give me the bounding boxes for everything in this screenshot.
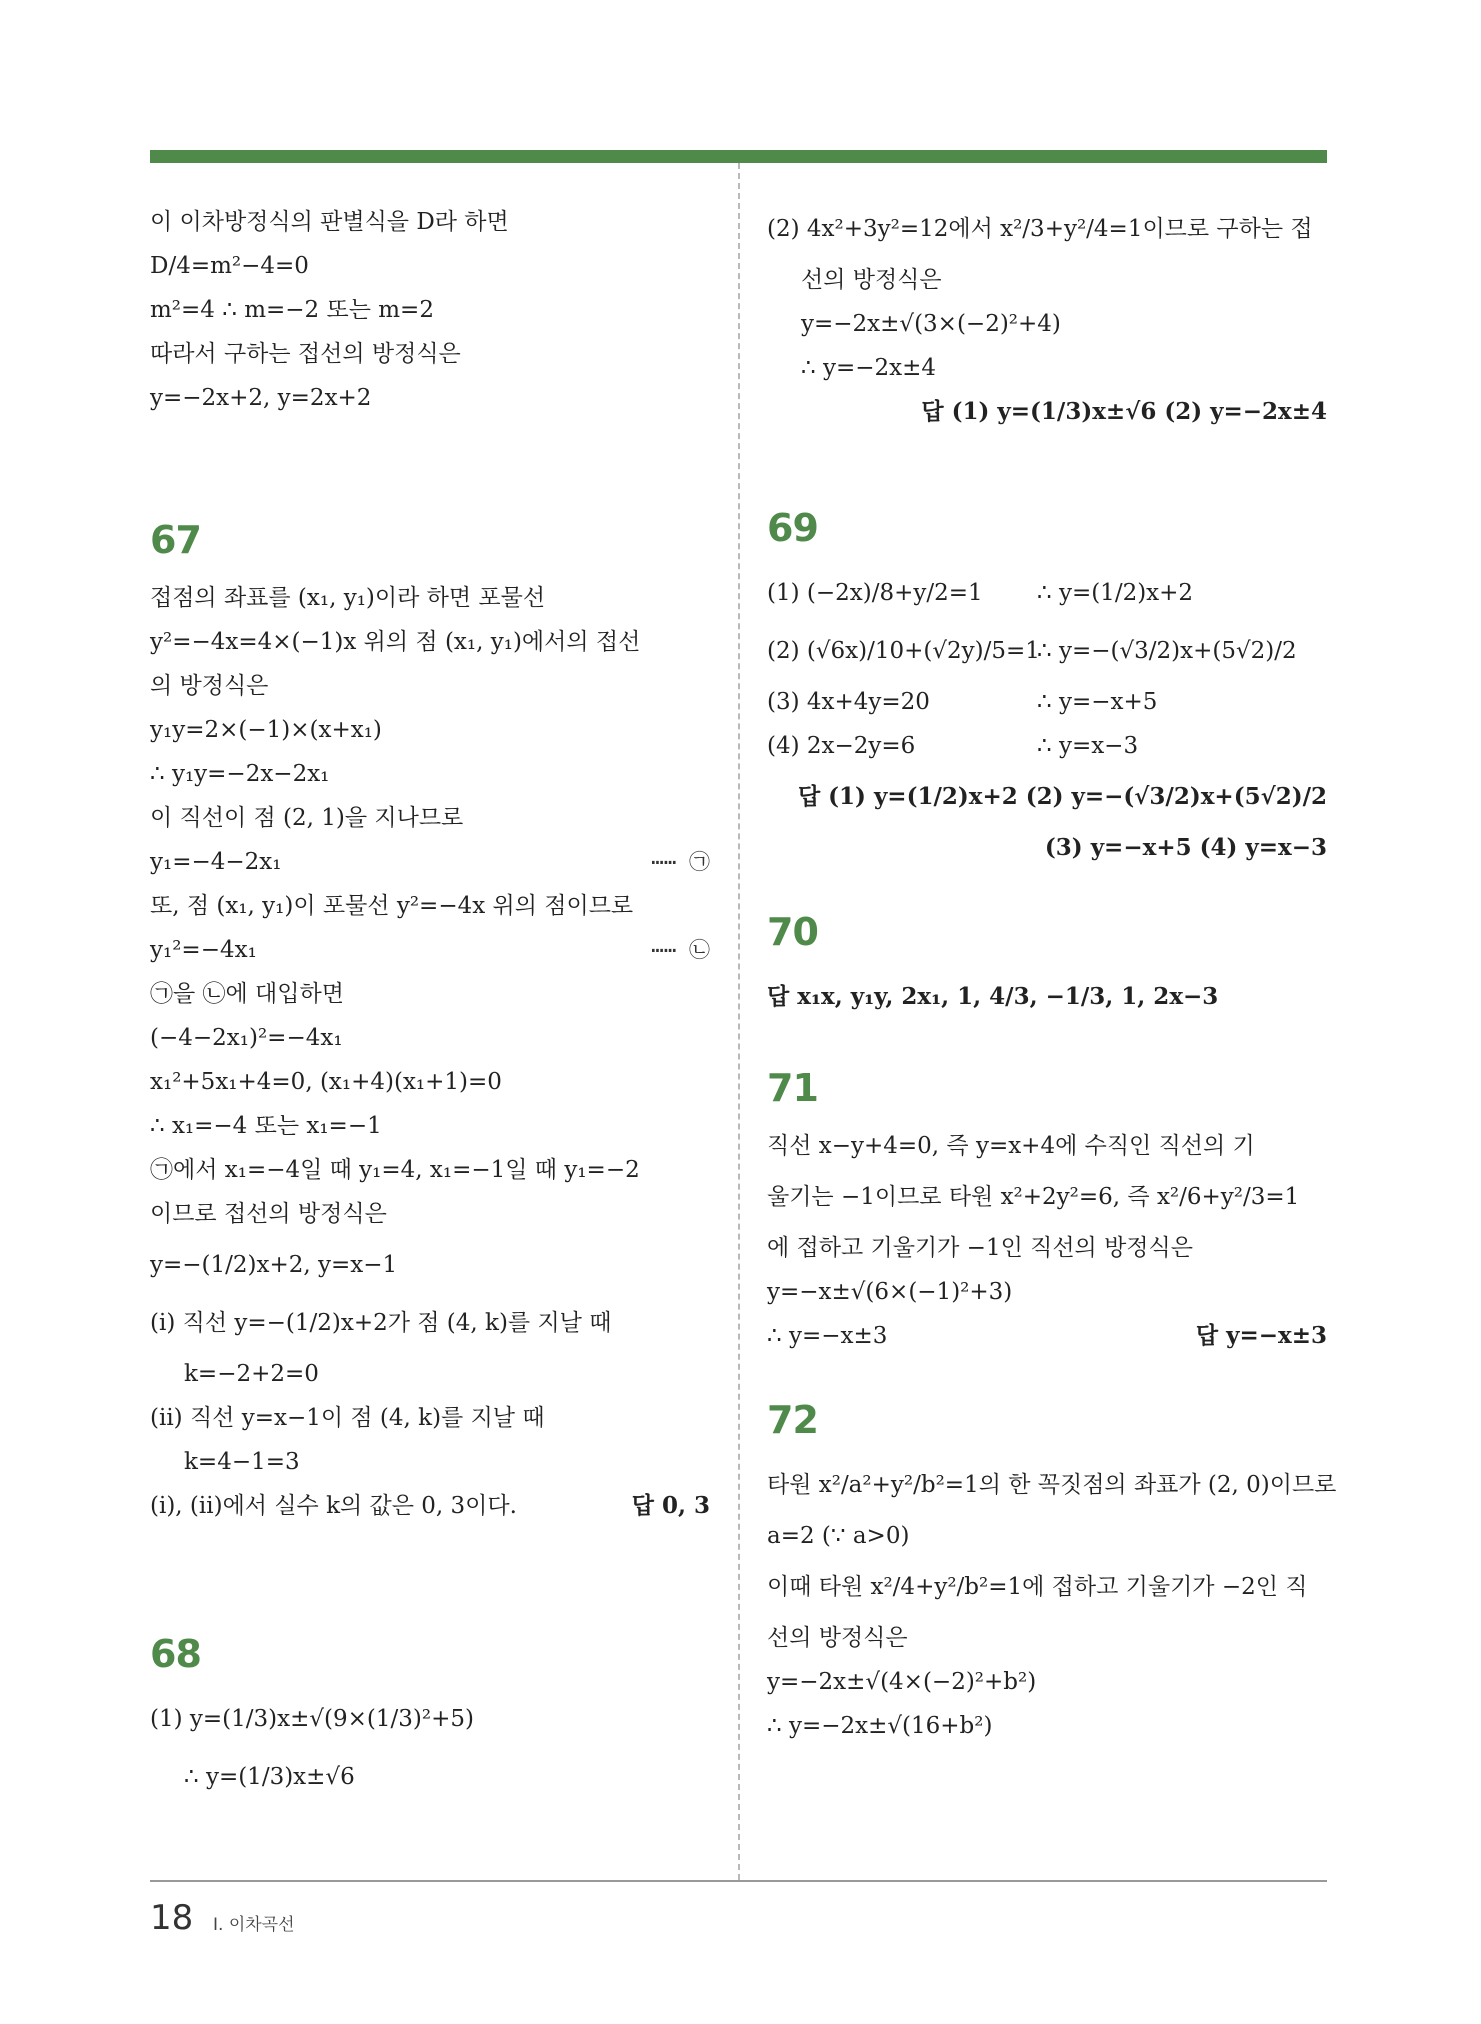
text-line: ∴ y=−2x±4 [801, 355, 936, 381]
text-line: y=−2x±√(4×(−2)²+b²) [767, 1669, 1037, 1695]
column-divider [738, 163, 740, 1880]
section-title: Ⅰ. 이차곡선 [213, 1915, 295, 1935]
answer-line [767, 826, 1327, 870]
problem-67 [150, 514, 710, 1528]
equation-marker: ⋯⋯ ㉠ [651, 850, 710, 874]
answer: 답 x₁x, y₁y, 2x₁, 1, 4/3, −1/3, 1, 2x−3 [767, 983, 1219, 1010]
case-result: k=−2+2=0 [184, 1361, 319, 1387]
text-line: 선의 방정식은 [801, 267, 942, 293]
text-line: 이 직선이 점 (2, 1)을 지나므로 [150, 805, 464, 831]
answer-line [767, 390, 1327, 434]
text-line: 직선 x−y+4=0, 즉 y=x+4에 수직인 직선의 기 [767, 1133, 1255, 1159]
text-line: y²=−4x=4×(−1)x 위의 점 (x₁, y₁)에서의 접선 [150, 629, 641, 655]
text-line: 의 방정식은 [150, 673, 269, 699]
equation: (1) (−2x)/8+y/2=1 [767, 580, 983, 606]
text-line: 접점의 좌표를 (x₁, y₁)이라 하면 포물선 [150, 585, 546, 611]
text-line: 선의 방정식은 [767, 1625, 908, 1651]
text-line: ∴ y=−2x±√(16+b²) [767, 1713, 993, 1739]
text-line: (1) y=(1/3)x±√(9×(1/3)²+5) [150, 1706, 474, 1732]
text-line: m²=4 ∴ m=−2 또는 m=2 [150, 297, 434, 323]
text-line: (−4−2x₁)²=−4x₁ [150, 1025, 343, 1051]
intro-block [150, 200, 710, 420]
text-line: ∴ x₁=−4 또는 x₁=−1 [150, 1113, 382, 1139]
text-line: ∴ y=(1/3)x±√6 [184, 1764, 355, 1790]
equation-line [150, 928, 710, 972]
problem-number: 70 [767, 910, 818, 954]
text-line: ∴ y₁y=−2x−2x₁ [150, 761, 330, 787]
result: ∴ y=−x+5 [1037, 689, 1158, 715]
text-line: ㉠을 ㉡에 대입하면 [150, 981, 344, 1007]
answer: 답 y=−x±3 [1195, 1322, 1327, 1349]
answer: 답 0, 3 [631, 1492, 710, 1519]
problem-72 [767, 1394, 1337, 1748]
case-line: (ⅱ) 직선 y=x−1이 점 (4, k)를 지날 때 [150, 1405, 545, 1431]
conclusion-line [150, 1484, 710, 1528]
footer-rule [150, 1880, 1327, 1882]
text-line: (2) 4x²+3y²=12에서 x²/3+y²/4=1이므로 구하는 접 [767, 216, 1313, 242]
equation: (2) (√6x)/10+(√2y)/5=1 [767, 638, 1040, 664]
conclusion-line [767, 1314, 1327, 1358]
problem-68-continued [767, 200, 1327, 434]
text-line: 따라서 구하는 접선의 방정식은 [150, 341, 461, 367]
text-line: 타원 x²/a²+y²/b²=1의 한 꼭짓점의 좌표가 (2, 0)이므로 [767, 1472, 1337, 1498]
problem-number: 67 [150, 518, 201, 562]
text-line: 에 접하고 기울기가 −1인 직선의 방정식은 [767, 1235, 1193, 1261]
equation-line [767, 622, 1327, 680]
result: ∴ y=(1/2)x+2 [1037, 580, 1194, 606]
text-line: y=−2x±√(3×(−2)²+4) [801, 311, 1061, 337]
equation: (4) 2x−2y=6 [767, 733, 916, 759]
text-line: y=−2x+2, y=2x+2 [150, 385, 372, 411]
equation-line [767, 724, 1327, 768]
equation-line [767, 564, 1327, 622]
problem-69 [767, 502, 1327, 870]
text-line: 이 이차방정식의 판별식을 D라 하면 [150, 209, 509, 235]
problem-70 [767, 906, 1327, 1026]
problem-number: 71 [767, 1066, 818, 1110]
answer-line [767, 968, 1327, 1026]
answer: 답 (1) y=(1/2)x+2 (2) y=−(√3/2)x+(5√2)/2 [797, 783, 1327, 810]
text-line: D/4=m²−4=0 [150, 253, 309, 279]
answer-line [767, 768, 1327, 826]
case-line: (ⅰ) 직선 y=−(1/2)x+2가 점 (4, k)를 지날 때 [150, 1310, 612, 1336]
equation: y₁=−4−2x₁ [150, 849, 282, 875]
text-line: a=2 (∵ a>0) [767, 1523, 910, 1549]
text-line: 울기는 −1이므로 타원 x²+2y²=6, 즉 x²/6+y²/3=1 [767, 1184, 1300, 1210]
text-line: 또, 점 (x₁, y₁)이 포물선 y²=−4x 위의 점이므로 [150, 893, 634, 919]
result: ∴ y=x−3 [1037, 733, 1139, 759]
text-line: y₁y=2×(−1)×(x+x₁) [150, 717, 382, 743]
text-line: ㉠에서 x₁=−4일 때 y₁=4, x₁=−1일 때 y₁=−2 [150, 1157, 640, 1183]
equation: y₁²=−4x₁ [150, 937, 257, 963]
problem-71 [767, 1062, 1327, 1358]
page-number: 18 [150, 1898, 194, 1938]
answer: (3) y=−x+5 (4) y=x−3 [1044, 834, 1327, 861]
text-line: y=−(1/2)x+2, y=x−1 [150, 1252, 398, 1278]
problem-number: 72 [767, 1398, 818, 1442]
text-line: y=−x±√(6×(−1)²+3) [767, 1279, 1013, 1305]
result: ∴ y=−x±3 [767, 1323, 888, 1349]
text-line: 이때 타원 x²/4+y²/b²=1에 접하고 기울기가 −2인 직 [767, 1574, 1308, 1600]
equation-marker: ⋯⋯ ㉡ [651, 938, 710, 962]
problem-68 [150, 1628, 710, 1806]
result: ∴ y=−(√3/2)x+(5√2)/2 [1037, 638, 1297, 664]
text-line: 이므로 접선의 방정식은 [150, 1201, 387, 1227]
text-line: x₁²+5x₁+4=0, (x₁+4)(x₁+1)=0 [150, 1069, 502, 1095]
equation: (3) 4x+4y=20 [767, 689, 930, 715]
equation-line [767, 680, 1327, 724]
problem-number: 69 [767, 506, 818, 550]
equation-line [150, 840, 710, 884]
answer: 답 (1) y=(1/3)x±√6 (2) y=−2x±4 [921, 398, 1327, 425]
case-result: k=4−1=3 [184, 1449, 300, 1475]
conclusion: (ⅰ), (ⅱ)에서 실수 k의 값은 0, 3이다. [150, 1493, 517, 1519]
right-column [767, 200, 1337, 1748]
left-column [150, 200, 710, 1806]
problem-number: 68 [150, 1632, 201, 1676]
header-bar [150, 150, 1327, 163]
